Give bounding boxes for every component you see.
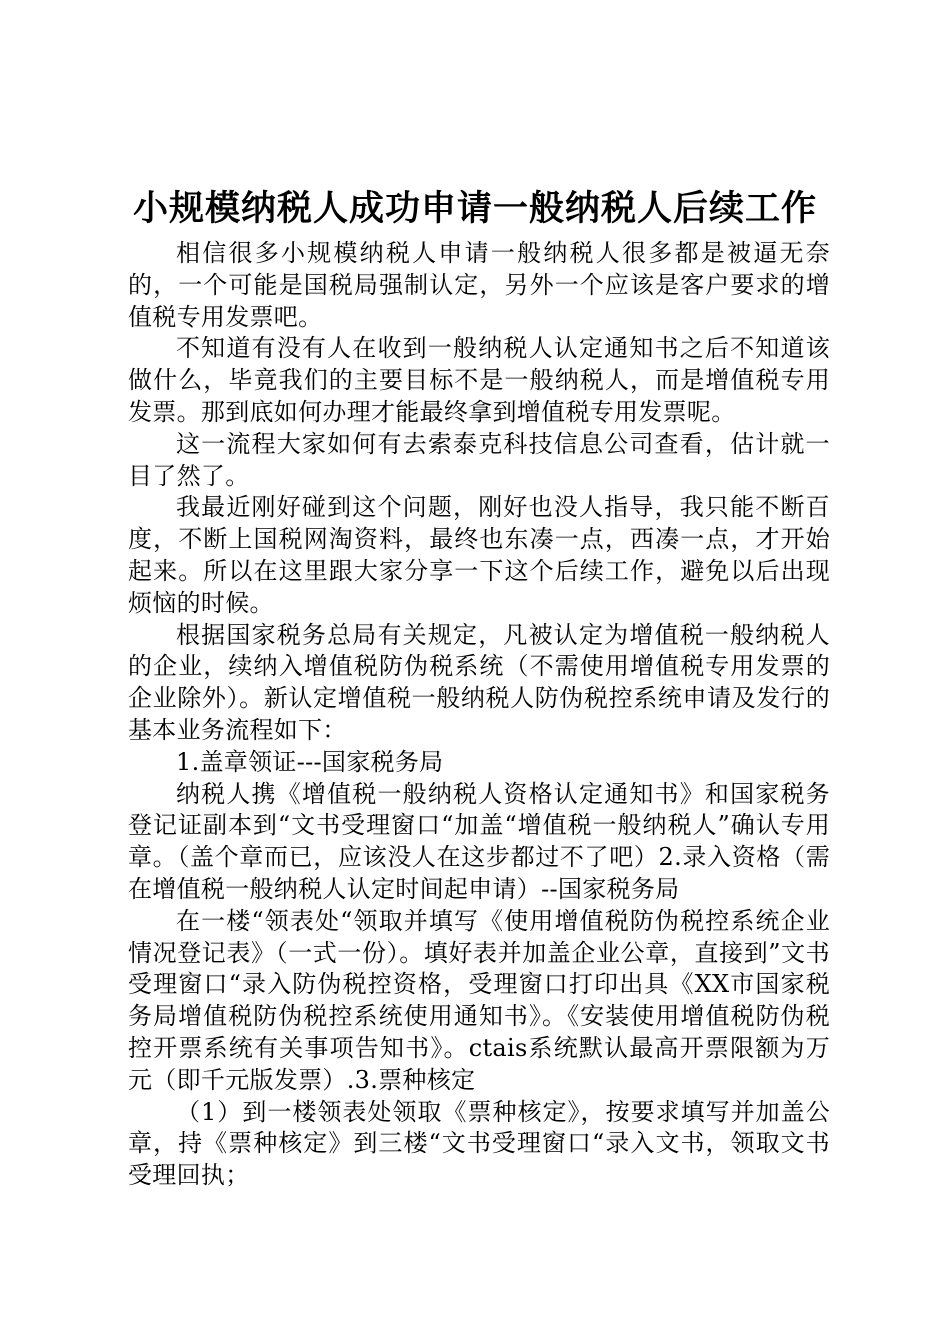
document-body bbox=[128, 238, 830, 1192]
document-title: 小规模纳税人成功申请一般纳税人后续工作 bbox=[132, 188, 817, 229]
paragraph: 纳税人携《增值税一般纳税人资格认定通知书》和国家税务登记证副本到“文书受理窗口“加盖“增值税一般纳税人”确认专用章。（盖个章而已，应该没人在这步都过不了吧）2.录入资格（需在增值税一般纳税人认定时间起申请）--国家税务局 bbox=[128, 779, 830, 903]
paragraph: 我最近刚好碰到这个问题，刚好也没人指导，我只能不断百度，不断上国税网淘资料，最终也东凑一点，西凑一点，才开始起来。所以在这里跟大家分享一下这个后续工作，避免以后出现烦恼的时候。 bbox=[128, 493, 830, 617]
paragraph: 不知道有没有人在收到一般纳税人认定通知书之后不知道该做什么，毕竟我们的主要目标不是一般纳税人，而是增值税专用发票。那到底如何办理才能最终拿到增值税专用发票呢。 bbox=[128, 334, 830, 426]
paragraph: 根据国家税务总局有关规定，凡被认定为增值税一般纳税人的企业，续纳入增值税防伪税系统（不需使用增值税专用发票的企业除外）。新认定增值税一般纳税人防伪税控系统申请及发行的基本业务流程如下： bbox=[128, 620, 830, 744]
paragraph: 相信很多小规模纳税人申请一般纳税人很多都是被逼无奈的，一个可能是国税局强制认定，另外一个应该是客户要求的增值税专用发票吧。 bbox=[128, 239, 830, 331]
paragraph: （1）到一楼领表处领取《票种核定》，按要求填写并加盖公章，持《票种核定》到三楼“文书受理窗口“录入文书，领取文书受理回执； bbox=[128, 1097, 830, 1190]
section-heading: 1.盖章领证---国家税务局 bbox=[176, 747, 444, 776]
paragraph: 这一流程大家如何有去索泰克科技信息公司查看，估计就一目了然了。 bbox=[128, 429, 830, 490]
paragraph: 在一楼“领表处“领取并填写《使用增值税防伪税控系统企业情况登记表》（一式一份）。填好表并加盖企业公章，直接到”文书受理窗口“录入防伪税控资格，受理窗口打印出具《XX市国家税务局增值税防伪税控系统使用通知书》。《安装使用增值税防伪税控开票系统有关事项告知书》。ctais系统默认最高开票限额为万元（即千元版发票）.3.票种核定 bbox=[128, 906, 830, 1094]
